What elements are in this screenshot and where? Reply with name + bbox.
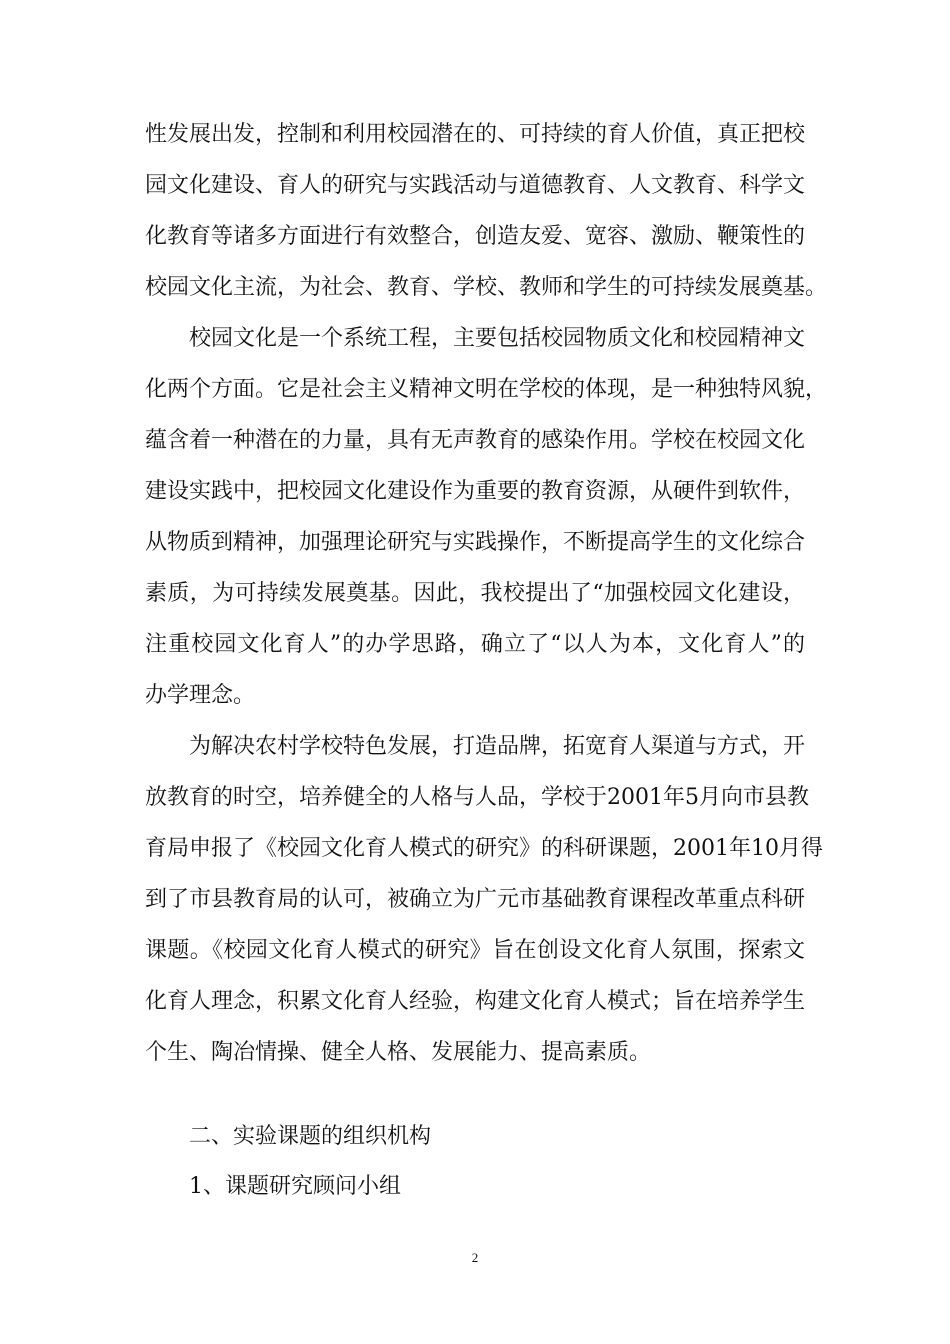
paragraph-2-line-6: 素质，为可持续发展奠基。因此，我校提出了“加强校园文化建设， [145, 581, 805, 606]
paragraph-2-line-1: 校园文化是一个系统工程，主要包括校园物质文化和校园精神文 [189, 326, 806, 351]
paragraph-3-line-7: 个生、陶冶情操、健全人格、发展能力、提高素质。 [145, 1040, 652, 1065]
paragraph-3-line-5: 课题。《校园文化育人模式的研究》旨在创设文化育人氛围，探索文 [145, 938, 805, 963]
paragraph-1-line-3: 化教育等诸多方面进行有效整合，创造友爱、宽容、激励、鞭策性的 [145, 224, 806, 249]
paragraph-2-line-2: 化两个方面。它是社会主义精神文明在学校的体现，是一种独特风貌， [145, 377, 828, 402]
paragraph-3-line-4: 到了市县教育局的认可，被确立为广元市基础教育课程改革重点科研 [145, 887, 806, 912]
paragraph-2-line-3: 蕴含着一种潜在的力量，具有无声教育的感染作用。学校在校园文化 [145, 428, 806, 453]
subsection-heading: 1、课题研究顾问小组 [189, 1174, 401, 1199]
paragraph-2-line-7: 注重校园文化育人”的办学思路，确立了“以人为本，文化育人”的 [145, 632, 805, 657]
paragraph-2-line-5: 从物质到精神，加强理论研究与实践操作，不断提高学生的文化综合 [145, 530, 806, 555]
paragraph-2-line-4: 建设实践中，把校园文化建设作为重要的教育资源，从硬件到软件， [145, 479, 806, 504]
paragraph-3-line-6: 化育人理念，积累文化育人经验，构建文化育人模式；旨在培养学生 [145, 989, 806, 1014]
paragraph-3-line-1: 为解决农村学校特色发展，打造品牌，拓宽育人渠道与方式，开 [189, 734, 806, 759]
paragraph-1-line-2: 园文化建设、育人的研究与实践活动与道德教育、人文教育、科学文 [145, 173, 806, 198]
paragraph-2-line-8: 办学理念。 [145, 683, 256, 708]
section-heading: 二、实验课题的组织机构 [189, 1124, 432, 1149]
paragraph-3-line-2: 放教育的时空，培养健全的人格与人品，学校于2001年5月向市县教 [145, 785, 809, 810]
page-number: 2 [471, 1250, 479, 1265]
paragraph-1-line-4: 校园文化主流，为社会、教育、学校、教师和学生的可持续发展奠基。 [145, 275, 828, 300]
paragraph-3-line-3: 育局申报了《校园文化育人模式的研究》的科研课题，2001年10月得 [145, 836, 823, 861]
paragraph-1-line-1: 性发展出发，控制和利用校园潜在的、可持续的育人价值，真正把校 [145, 122, 806, 147]
